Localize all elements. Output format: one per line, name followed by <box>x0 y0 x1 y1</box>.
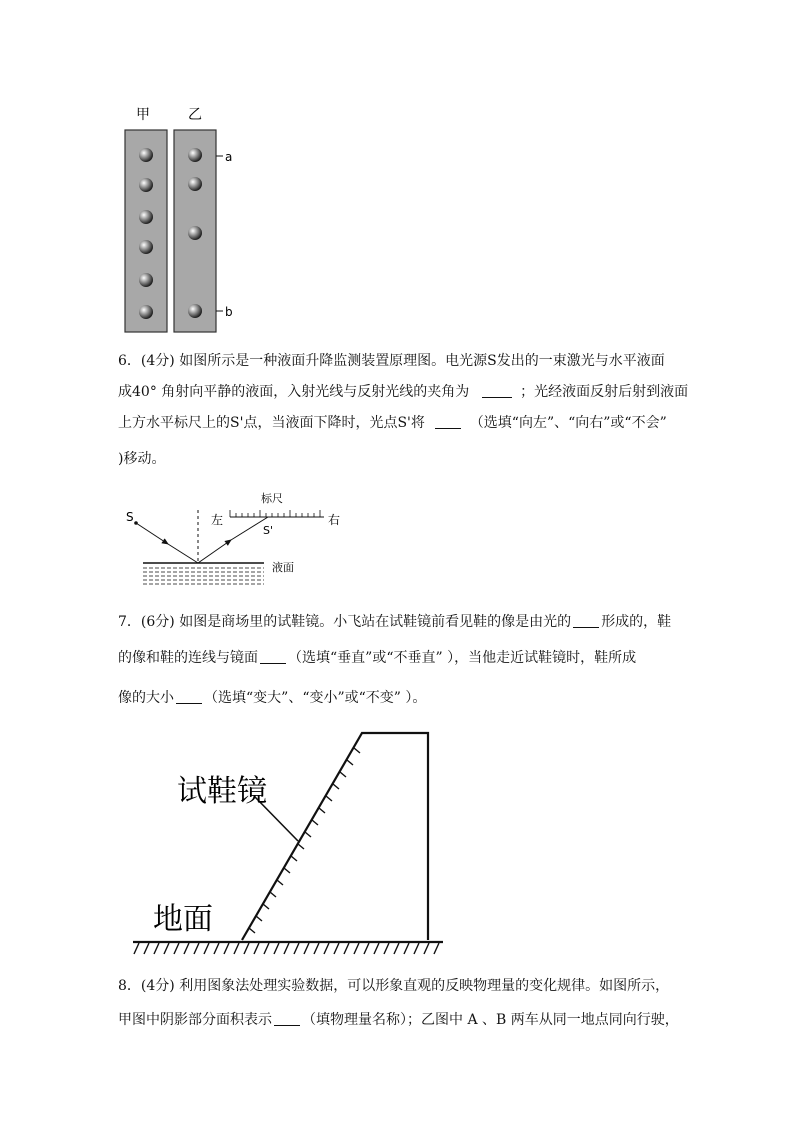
ball <box>139 210 153 224</box>
ball <box>188 148 202 162</box>
label-S: S <box>126 510 134 524</box>
ball <box>188 177 202 191</box>
incident-ray-arrow <box>136 523 168 544</box>
label-ruler: 标尺 <box>261 492 283 505</box>
q8-text: 甲图中阴影部分面积表示 <box>118 1012 272 1028</box>
ball <box>139 178 153 192</box>
incident-ray <box>168 544 198 563</box>
q8-line-2 <box>118 1010 679 1030</box>
liquid-hatching <box>143 568 264 584</box>
q7-text: 的像和鞋的连线与镜面 <box>118 650 258 666</box>
q7-line-1 <box>118 612 671 632</box>
answer-blank[interactable] <box>176 689 202 704</box>
q7-text: 7．(6分) 如图是商场里的试鞋镜。小飞站在试鞋镜前看见鞋的像是由光的 <box>118 614 572 630</box>
ball <box>188 226 202 240</box>
q6-text: （选填“向左”、“向右”或“不会” <box>469 415 667 431</box>
q6-line-2 <box>118 382 688 402</box>
ball <box>139 305 153 319</box>
label-right: 右 <box>328 513 341 527</box>
answer-blank[interactable] <box>573 613 599 628</box>
answer-blank[interactable] <box>482 383 512 398</box>
q7-text: 形成的，鞋 <box>601 614 672 630</box>
q6-text: 成40° 角射向平静的液面，入射光线与反射光线的夹角为 <box>118 384 470 400</box>
answer-blank[interactable] <box>435 414 461 429</box>
label-left: 左 <box>211 513 224 527</box>
label-liquid: 液面 <box>272 561 294 574</box>
tubes-figure <box>110 98 260 338</box>
label-mirror: 试鞋镜 <box>177 774 267 809</box>
label-b: b <box>225 305 233 319</box>
label-jia: 甲 <box>136 107 150 123</box>
ball <box>139 148 153 162</box>
q6-line-3 <box>118 413 667 433</box>
label-yi: 乙 <box>188 107 202 123</box>
label-ground: 地面 <box>153 902 213 937</box>
ball <box>139 273 153 287</box>
answer-blank[interactable] <box>274 1011 300 1026</box>
ground-hatching <box>134 943 439 954</box>
q8-line-1: 8．(4分) 利用图象法处理实验数据，可以形象直观的反映物理量的变化规律。如图所示， <box>118 978 670 994</box>
q7-line-3 <box>118 688 426 708</box>
ball <box>188 304 202 318</box>
answer-blank[interactable] <box>260 649 286 664</box>
q7-text: （选填“垂直”或“不垂直” ），当他走近试鞋镜时，鞋所成 <box>288 650 637 666</box>
label-S-prime: S' <box>263 524 274 537</box>
shoe-mirror-figure <box>125 725 455 960</box>
laser-figure <box>118 488 358 588</box>
q8-text: （填物理量名称）；乙图中 A 、B 两车从同一地点同向行驶， <box>302 1012 679 1028</box>
q6-line-4: )移动。 <box>118 451 166 467</box>
q7-text: （选填“变大”、“变小”或“不变” ）。 <box>204 690 427 706</box>
q6-line-1: 6．(4分) 如图所示是一种液面升降监测装置原理图。电光源S发出的一束激光与水平液面 <box>118 353 665 369</box>
q6-text: ；光经液面反射后射到液面 <box>520 384 689 400</box>
ball <box>139 240 153 254</box>
q7-line-2 <box>118 648 636 668</box>
q7-text: 像的大小 <box>118 690 174 706</box>
mirror-cabinet <box>242 733 428 940</box>
q6-text: 上方水平标尺上的S'点，当液面下降时，光点S'将 <box>118 415 425 431</box>
ruler-ticks <box>230 510 320 517</box>
label-a: a <box>225 150 233 164</box>
reflected-ray-arrow <box>198 540 231 563</box>
